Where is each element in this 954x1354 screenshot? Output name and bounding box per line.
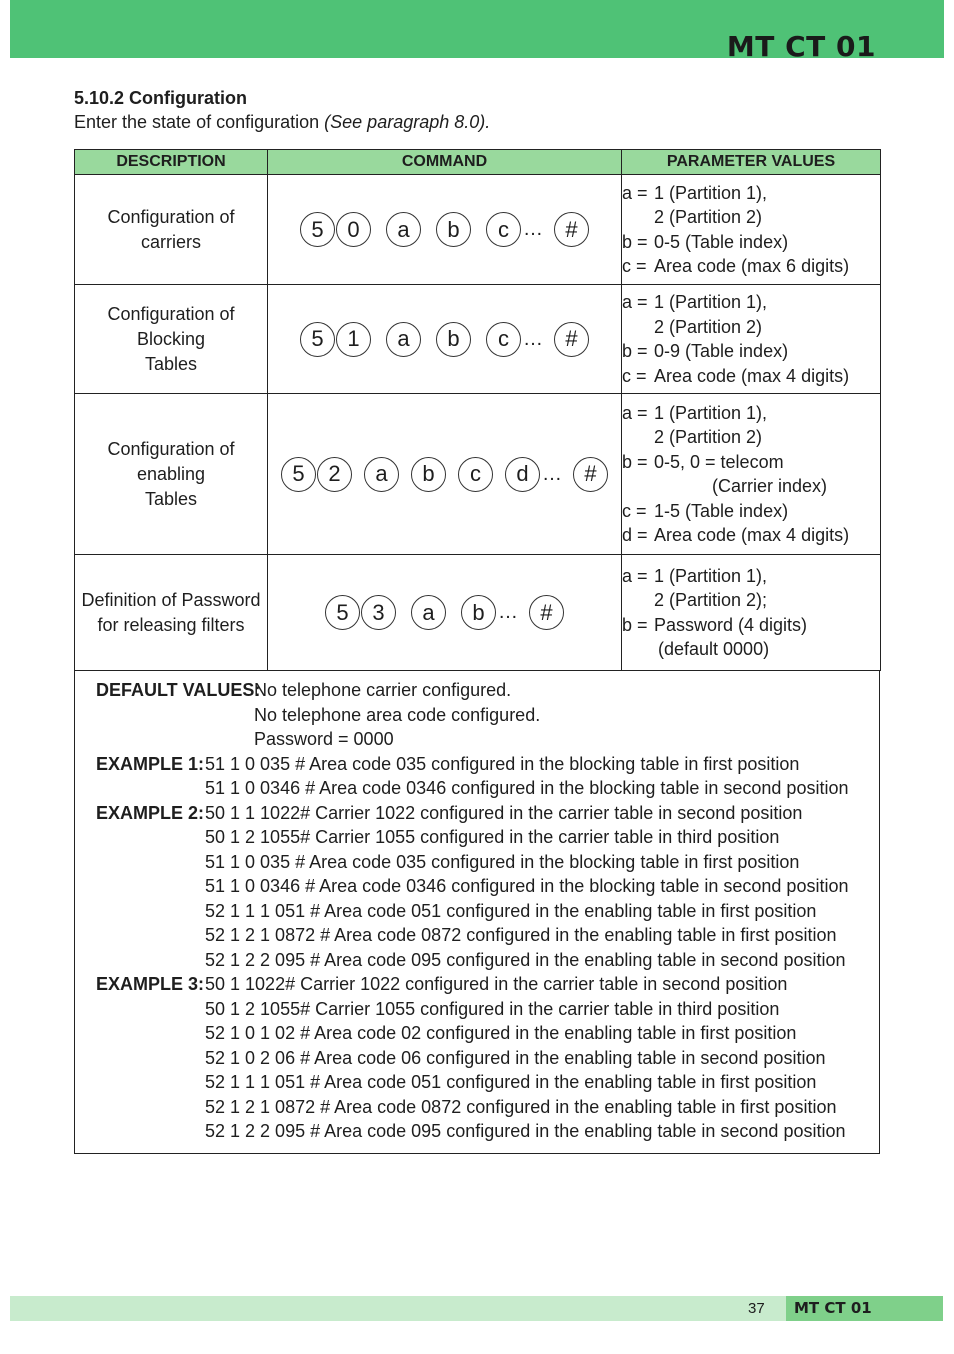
keypad-key: b — [411, 457, 446, 492]
default-value: No telephone carrier configured. — [254, 680, 512, 700]
keypad-key: c — [458, 457, 493, 492]
column-header-description: DESCRIPTION — [75, 150, 268, 175]
keypad-key: a — [364, 457, 399, 492]
description-line: Configuration of enabling — [107, 438, 235, 484]
example-text: 51 1 0 035 # Area code 035 configured in the blocking table in first position — [205, 753, 800, 774]
row-command — [268, 555, 622, 671]
footer-bar — [10, 1296, 786, 1321]
keypad-key: 3 — [361, 595, 396, 630]
table-header-row — [75, 150, 881, 175]
description-line: Tables — [144, 353, 198, 374]
parameter-line: a = 1 (Partition 1), — [622, 565, 768, 586]
keypad-key: a — [386, 212, 421, 247]
keypad-key-hash: # — [554, 322, 589, 357]
example-text: 50 1 2 1055# Carrier 1055 configured in the carrier table in third position — [205, 998, 780, 1019]
notes-box — [74, 670, 880, 1154]
parameter-line: a = 1 (Partition 1), — [622, 182, 768, 203]
example-text: 52 1 2 2 095 # Area code 095 configured in the enabling table in second position — [205, 1121, 846, 1141]
parameter-line: c = Area code (max 4 digits) — [622, 365, 850, 386]
default-values-line — [96, 703, 848, 728]
parameter-line: b = 0-5, 0 = telecom — [622, 451, 784, 472]
row-command — [268, 285, 622, 394]
parameter-line: a = 1 (Partition 1), — [622, 402, 768, 423]
example-line — [96, 850, 848, 875]
example-text: 52 1 1 1 051 # Area code 051 configured in the enabling table in first position — [205, 900, 817, 921]
keypad-key: b — [436, 322, 471, 357]
example-line — [96, 948, 848, 973]
document-title: MT CT 01 — [726, 30, 876, 63]
keypad-key: b — [436, 212, 471, 247]
row-description — [75, 285, 268, 394]
keypad-key: a — [386, 322, 421, 357]
parameter-line: c = 1-5 (Table index) — [622, 500, 789, 521]
description-line: Configuration of carriers — [107, 206, 235, 252]
default-values-line — [96, 727, 848, 752]
default-value: No telephone area code configured. — [254, 704, 541, 725]
keypad-key: 5 — [281, 457, 316, 492]
keypad-key: c — [486, 322, 521, 357]
key-sequence — [300, 212, 589, 247]
parameter-line: (default 0000) — [658, 639, 770, 659]
notes-content — [96, 678, 848, 1144]
column-header-parameter-values: PARAMETER VALUES — [622, 150, 881, 175]
parameter-line: 2 (Partition 2) — [654, 316, 763, 337]
parameter-line: a = 1 (Partition 1), — [622, 292, 768, 312]
keypad-key: a — [411, 595, 446, 630]
row-command — [268, 175, 622, 285]
row-description — [75, 555, 268, 671]
keypad-key: 2 — [317, 457, 352, 492]
example-line — [96, 972, 848, 997]
keypad-key-hash: # — [573, 457, 608, 492]
footer-document-title: MT CT 01 — [794, 1299, 872, 1317]
row-command — [268, 394, 622, 555]
key-sequence — [325, 595, 564, 630]
example-text: 51 1 0 0346 # Area code 0346 configured in the blocking table in second position — [205, 876, 849, 896]
example-line — [96, 1119, 848, 1144]
parameter-line: b = 0-5 (Table index) — [622, 231, 789, 252]
example-line — [96, 752, 848, 777]
keypad-key: 5 — [300, 212, 335, 247]
default-values-line — [96, 678, 848, 703]
ellipsis: … — [542, 462, 563, 485]
example-text: 51 1 0 035 # Area code 035 configured in the blocking table in first position — [205, 851, 800, 872]
keypad-key: 1 — [336, 322, 371, 357]
keypad-key: 5 — [325, 595, 360, 630]
example-text: 52 1 2 1 0872 # Area code 0872 configured in the enabling table in first position — [205, 925, 837, 945]
example-line — [96, 801, 848, 826]
description-line: Definition of Password — [81, 589, 261, 610]
example-text: 51 1 0 0346 # Area code 0346 configured in the blocking table in second position — [205, 778, 849, 798]
table-row — [75, 555, 881, 671]
column-header-command: COMMAND — [268, 150, 622, 175]
key-sequence — [300, 322, 589, 357]
parameter-line: 2 (Partition 2) — [654, 207, 763, 227]
keypad-key: c — [486, 212, 521, 247]
example-text: 52 1 0 1 02 # Area code 02 configured in the enabling table in first position — [205, 1023, 797, 1043]
row-parameters — [622, 394, 881, 555]
keypad-key-hash: # — [529, 595, 564, 630]
parameter-line: b = 0-9 (Table index) — [622, 341, 789, 361]
row-parameters — [622, 555, 881, 671]
example-text: 52 1 1 1 051 # Area code 051 configured in the enabling table in first position — [205, 1072, 817, 1092]
parameter-line: 2 (Partition 2); — [654, 590, 768, 610]
ellipsis: … — [523, 218, 544, 240]
parameter-line: b = Password (4 digits) — [622, 614, 808, 635]
row-parameters — [622, 285, 881, 394]
example-line — [96, 825, 848, 850]
example-line — [96, 899, 848, 924]
example-label: EXAMPLE 1: — [96, 753, 205, 774]
default-value: Password = 0000 — [254, 729, 394, 749]
section-intro — [74, 111, 490, 133]
description-line: Tables — [144, 488, 198, 509]
example-line — [96, 1070, 848, 1095]
keypad-key: 5 — [300, 322, 335, 357]
example-text: 52 1 2 2 095 # Area code 095 configured in the enabling table in second position — [205, 949, 846, 970]
keypad-key-hash: # — [554, 212, 589, 247]
parameter-line: d = Area code (max 4 digits) — [622, 525, 850, 545]
section-title: 5.10.2 Configuration — [74, 88, 248, 108]
example-line — [96, 1021, 848, 1046]
keypad-key: d — [505, 457, 540, 492]
row-description — [75, 394, 268, 555]
intro-text: Enter the state of configuration — [74, 112, 325, 132]
table-row — [75, 175, 881, 285]
example-line — [96, 1046, 848, 1071]
example-text: 52 1 2 1 0872 # Area code 0872 configured in the enabling table in first position — [205, 1096, 837, 1117]
example-line — [96, 997, 848, 1022]
example-line — [96, 874, 848, 899]
example-text: 50 1 2 1055# Carrier 1055 configured in the carrier table in third position — [205, 827, 780, 847]
keypad-key: 0 — [336, 212, 371, 247]
keypad-key: b — [461, 595, 496, 630]
parameter-line: 2 (Partition 2) — [654, 427, 763, 447]
example-text: 50 1 1022# Carrier 1022 configured in the carrier table in second position — [205, 974, 788, 994]
example-line — [96, 776, 848, 801]
example-label: EXAMPLE 3: — [96, 974, 205, 994]
example-line — [96, 1095, 848, 1120]
parameter-line: c = Area code (max 6 digits) — [622, 256, 850, 276]
example-text: 52 1 0 2 06 # Area code 06 configured in the enabling table in second position — [205, 1047, 826, 1068]
intro-reference: (See paragraph 8.0). — [324, 112, 491, 132]
example-line — [96, 923, 848, 948]
table-row — [75, 285, 881, 394]
row-parameters — [622, 175, 881, 285]
table-row — [75, 394, 881, 555]
ellipsis: … — [523, 327, 544, 350]
configuration-table — [74, 149, 881, 671]
example-text: 50 1 1 1022# Carrier 1022 configured in the carrier table in second position — [205, 802, 803, 823]
ellipsis: … — [498, 601, 519, 623]
parameter-line: (Carrier index) — [712, 476, 828, 496]
description-line: Configuration of Blocking — [107, 303, 235, 349]
description-line: for releasing filters — [97, 614, 245, 635]
page-number: 37 — [748, 1300, 765, 1317]
default-values-label: DEFAULT VALUES: — [96, 680, 261, 700]
key-sequence — [281, 457, 608, 492]
example-label: EXAMPLE 2: — [96, 802, 205, 823]
row-description — [75, 175, 268, 285]
